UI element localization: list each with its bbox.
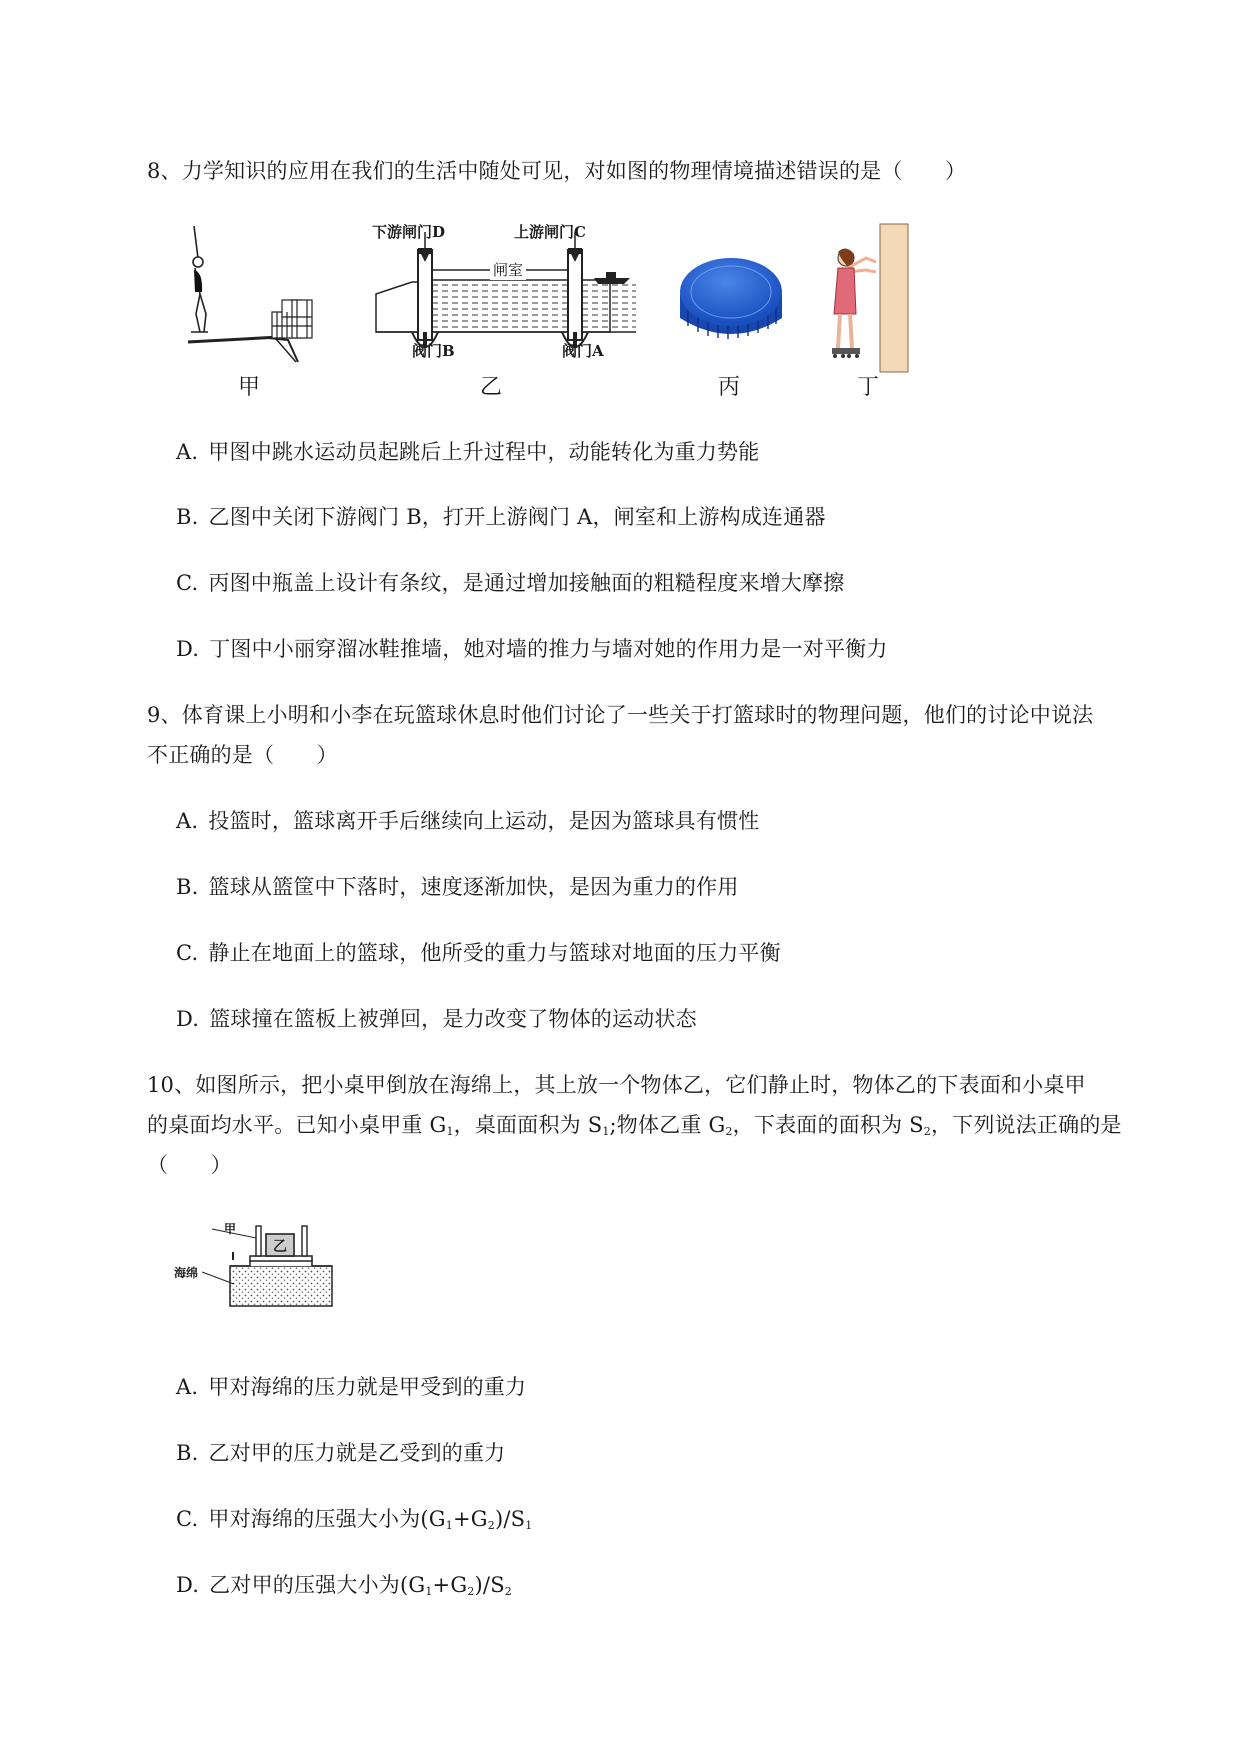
option-letter: C. [176, 571, 199, 595]
question-9-stem-line1: 9、体育课上小明和小李在玩篮球休息时他们讨论了一些关于打篮球时的物理问题，他们的讨论中说法 [147, 703, 1094, 727]
figure-jia-diver [178, 222, 326, 372]
question-10-stem-line1: 10、如图所示，把小桌甲倒放在海绵上，其上放一个物体乙，它们静止时，物体乙的下表面和小桌甲 [147, 1073, 1086, 1097]
option-text: 甲图中跳水运动员起跳后上升过程中，动能转化为重力势能 [208, 440, 760, 464]
question-10-stem-line3: （ ） [147, 1153, 232, 1177]
subscript: 1 [445, 1519, 453, 1532]
option-text: 甲对海绵的压强大小为(G [208, 1507, 446, 1531]
figure-q10-table-on-sponge [172, 1222, 348, 1308]
option-text: 丙图中瓶盖上设计有条纹，是通过增加接触面的粗糙程度来增大摩擦 [208, 571, 845, 595]
subscript: 2 [923, 1125, 931, 1138]
stem-text: ，下表面的面积为 S [732, 1113, 924, 1137]
q9-option-a [176, 806, 759, 836]
label-upstream-gate-c: 上游闸门C [514, 223, 586, 241]
option-text: 投篮时，篮球离开手后继续向上运动，是因为篮球具有惯性 [208, 809, 760, 833]
subscript: 2 [725, 1125, 733, 1138]
label-sponge: 海绵 [174, 1266, 199, 1280]
q10-option-a [176, 1372, 526, 1402]
option-letter: A. [176, 1375, 199, 1399]
option-text: 篮球从篮筐中下落时，速度逐渐加快，是因为重力的作用 [208, 875, 739, 899]
q10-option-b [176, 1438, 505, 1468]
figure-ding-girl-pushing-wall [826, 222, 910, 382]
subscript: 1 [602, 1125, 610, 1138]
q8-option-a [176, 437, 759, 467]
subscript: 1 [446, 1125, 454, 1138]
subscript: 2 [467, 1585, 475, 1598]
formula-text: )/S [494, 1507, 526, 1531]
figure-bing-bottle-cap [676, 254, 786, 350]
figure-yi-ship-lock [372, 222, 640, 372]
q9-option-d [176, 1004, 697, 1034]
option-letter: B. [176, 1441, 199, 1465]
formula-text: )/S [474, 1573, 505, 1597]
caption-yi: 乙 [480, 375, 503, 400]
q9-option-c [176, 938, 781, 968]
subscript: 1 [525, 1519, 533, 1532]
option-letter: C. [176, 1507, 199, 1531]
question-10-stem-line2 [147, 1110, 1122, 1147]
question-9-stem-line2: 不正确的是（ ） [147, 743, 338, 767]
formula-text: +G [432, 1573, 468, 1597]
option-letter: D. [176, 1573, 200, 1597]
option-letter: B. [176, 505, 199, 529]
subscript: 2 [487, 1519, 495, 1532]
q8-option-b [176, 502, 826, 532]
formula-text: +G [452, 1507, 488, 1531]
option-text: 丁图中小丽穿溜冰鞋推墙，她对墙的推力与墙对她的作用力是一对平衡力 [209, 637, 888, 661]
q10-option-d [176, 1570, 512, 1607]
option-text: 静止在地面上的篮球，他所受的重力与篮球对地面的压力平衡 [208, 941, 781, 965]
option-letter: A. [176, 809, 199, 833]
label-downstream-gate-d: 下游闸门D [372, 223, 446, 241]
label-lock-chamber: 闸室 [490, 259, 526, 280]
caption-bing: 丙 [718, 375, 741, 400]
q9-option-b [176, 872, 739, 902]
option-letter: C. [176, 941, 199, 965]
caption-jia: 甲 [238, 375, 261, 400]
subscript: 2 [504, 1585, 512, 1598]
option-letter: D. [176, 1007, 200, 1031]
q8-option-d [176, 634, 888, 664]
q10-option-c [176, 1504, 532, 1541]
option-text: 篮球撞在篮板上被弹回，是力改变了物体的运动状态 [209, 1007, 697, 1031]
label-jia: 甲 [224, 1222, 237, 1236]
stem-text: ，桌面面积为 S [453, 1113, 603, 1137]
stem-text: ;物体乙重 G [609, 1113, 726, 1137]
option-letter: D. [176, 637, 200, 661]
label-yi: 乙 [273, 1239, 287, 1255]
stem-text: 的桌面均水平。已知小桌甲重 G [147, 1113, 447, 1137]
question-8-stem: 8、力学知识的应用在我们的生活中随处可见，对如图的物理情境描述错误的是（ ） [147, 159, 967, 183]
option-text: 乙对甲的压强大小为(G [209, 1573, 426, 1597]
table-sponge-drawing [172, 1222, 348, 1308]
option-text: 甲对海绵的压力就是甲受到的重力 [208, 1375, 527, 1399]
option-text: 乙对甲的压力就是乙受到的重力 [208, 1441, 506, 1465]
option-letter: A. [176, 440, 199, 464]
option-letter: B. [176, 875, 199, 899]
option-text: 乙图中关闭下游阀门 B，打开上游阀门 A，闸室和上游构成连通器 [208, 505, 826, 529]
caption-ding: 丁 [857, 375, 880, 400]
subscript: 1 [425, 1585, 433, 1598]
q8-option-c [176, 568, 844, 598]
label-valve-a: 阀门A [562, 342, 604, 360]
stem-text: ，下列说法正确的是 [930, 1113, 1122, 1137]
label-valve-b: 阀门B [412, 342, 455, 360]
